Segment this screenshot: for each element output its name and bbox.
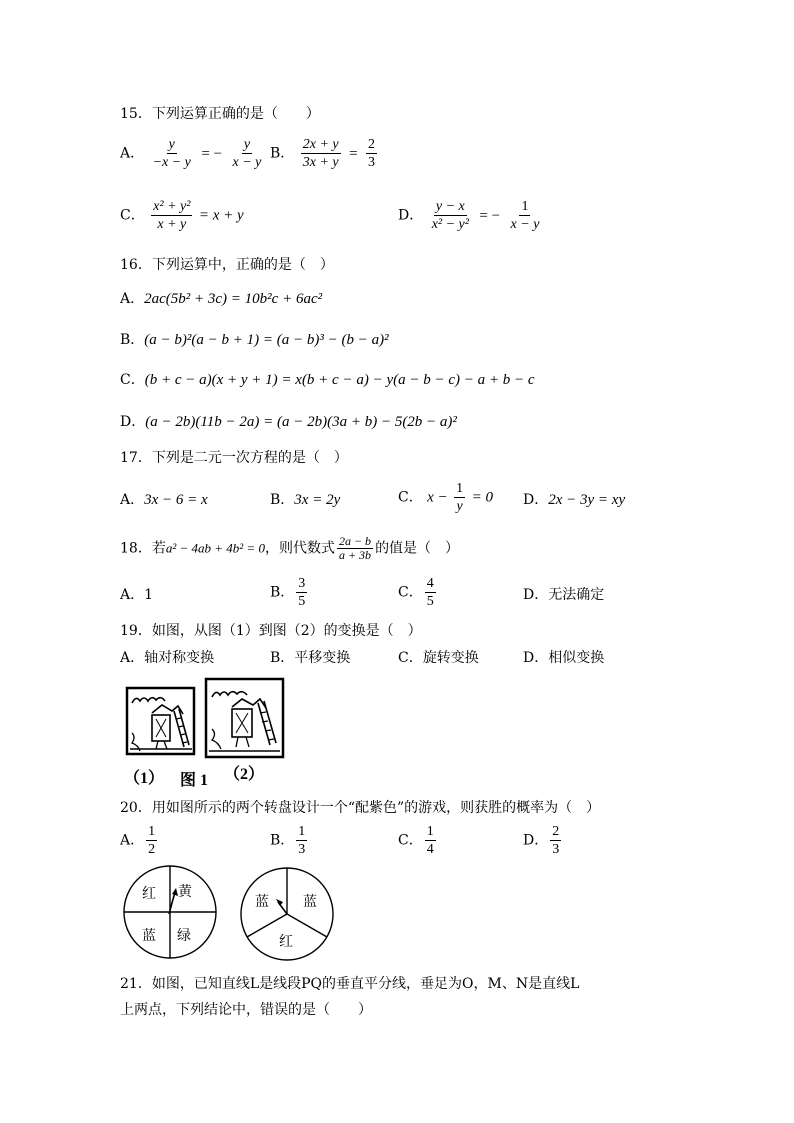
expression: = 0 — [471, 489, 493, 506]
q19-option-b: B．平移变换 — [270, 650, 351, 666]
option-label: D． — [523, 832, 549, 849]
expression: (a − 2b)(11b − 2a) = (a − 2b)(3a + b) − 5(2b − a)² — [145, 414, 457, 430]
expression: 2x − 3y = xy — [548, 492, 626, 508]
option-label: C． — [120, 207, 145, 224]
q19-option-d: D．相似变换 — [523, 650, 605, 666]
option-label: B． — [270, 832, 295, 849]
q18-option-c — [398, 575, 438, 610]
fraction: $\frac{2x + y}{3x + y}$ — [302, 137, 339, 170]
figure-title: 图 1 — [180, 772, 209, 789]
q21-stem-line-2: 上两点，下列结论中，错误的是（ ） — [120, 1002, 372, 1018]
q17-stem: 17．下列是二元一次方程的是（ ） — [120, 450, 348, 466]
fraction: $\frac{y - x}{\text{x² − y²}}$ — [431, 199, 469, 232]
figure-1-label: （1） — [124, 770, 165, 787]
q17-option-a — [120, 489, 208, 509]
expression: (a − b)²(a − b + 1) = (a − b)³ − (b − a)² — [144, 332, 389, 348]
fraction: $\frac{2a - b}{a + 3b}$ — [338, 534, 372, 562]
q20-option-d — [523, 823, 563, 858]
q15-option-c — [120, 198, 244, 233]
fraction: $\frac{y}{-x - y}$ — [152, 137, 191, 170]
figure-1-image — [127, 688, 194, 754]
option-label: B． — [270, 492, 295, 508]
equals: = − — [201, 145, 223, 162]
q21-stem-line-1: 21．如图，已知直线L是线段PQ的垂直平分线，垂足为O，M、N是直线L — [120, 976, 580, 992]
equals: = − — [479, 207, 501, 224]
sector-blue-label: 蓝 — [142, 928, 156, 944]
expression: 3x = 2y — [294, 492, 341, 508]
sector-blue-right-label: 蓝 — [303, 894, 317, 910]
sector-red-label: 红 — [279, 934, 293, 950]
q17-option-c — [398, 480, 493, 515]
value: 1 — [144, 587, 154, 603]
option-label: C． — [398, 832, 423, 849]
q19-option-a: A．轴对称变换 — [120, 650, 215, 666]
q17-option-d — [523, 489, 625, 509]
q19-option-c: C．旋转变换 — [398, 650, 479, 666]
option-label: B． — [120, 332, 145, 348]
option-label: B． — [270, 584, 295, 601]
q18-option-a — [120, 584, 153, 604]
sector-blue-left-label: 蓝 — [255, 894, 269, 910]
option-label: C． — [398, 489, 423, 506]
q15-stem: 15．下列运算正确的是（ ） — [120, 106, 320, 122]
expression: 2ac(5b² + 3c) = 10b²c + 6ac² — [144, 291, 323, 307]
q18-stem: 18．若a² − 4ab + 4b² = 0，则代数式 $\frac{2a - b}{a + 3b}$ 的值是（ ） — [120, 534, 460, 562]
q19-stem: 19．如图，从图（1）到图（2）的变换是（ ） — [120, 623, 422, 639]
q20-option-a — [120, 823, 159, 858]
q20-option-b — [270, 823, 309, 858]
figure-2-label: （2） — [224, 766, 265, 783]
q15-option-d — [398, 198, 543, 233]
fraction: $\frac{1}{y}$ — [456, 481, 464, 514]
q17-option-b — [270, 489, 340, 509]
option-label: D． — [120, 414, 146, 430]
option-label: C． — [398, 584, 423, 601]
q16-stem: 16．下列运算中，正确的是（ ） — [120, 257, 334, 273]
expression: x − — [427, 489, 448, 506]
sector-red-label: 红 — [142, 886, 156, 902]
q16-option-a — [120, 288, 322, 308]
option-label: D． — [523, 587, 549, 603]
fraction: $\frac{1}{x - y}$ — [510, 199, 540, 232]
rhs: = x + y — [198, 207, 244, 224]
expression: (b + c − a)(x + y + 1) = x(b + c − a) − y(a − b − c) − a + b − c — [144, 372, 535, 388]
option-label: A． — [120, 291, 145, 307]
fraction: $\frac{3}{5}$ — [298, 576, 306, 609]
equals: = — [349, 145, 358, 162]
option-label: A． — [120, 492, 145, 508]
spinner-four-sector — [124, 866, 216, 958]
fraction: $\frac{1}{4}$ — [426, 824, 434, 857]
q15-option-a — [120, 136, 265, 171]
fraction: $\frac{2}{3}$ — [552, 824, 560, 857]
sector-yellow-label: 黄 — [178, 884, 192, 900]
value: 无法确定 — [548, 587, 605, 603]
q15-option-b — [270, 136, 379, 171]
option-label: A． — [120, 832, 145, 849]
fraction: $\frac{1}{2}$ — [148, 824, 156, 857]
option-label: D． — [398, 207, 424, 224]
option-label: A． — [120, 145, 145, 162]
spinner-three-sector — [241, 868, 333, 960]
q16-option-c — [120, 369, 535, 389]
q18-option-b — [270, 575, 309, 610]
q18-option-d — [523, 584, 604, 604]
option-label: D． — [523, 492, 549, 508]
fraction: $\frac{1}{3}$ — [298, 824, 306, 857]
option-label: B． — [270, 145, 295, 162]
spinners-figure — [120, 862, 340, 966]
condition: a² − 4ab + 4b² = 0 — [165, 540, 265, 556]
fraction: $\frac{y}{x - y}$ — [232, 137, 262, 170]
q20-option-c — [398, 823, 438, 858]
fraction: $\frac{2}{3}$ — [368, 137, 375, 170]
option-label: A． — [120, 587, 145, 603]
figure-2-image — [206, 679, 283, 757]
q16-option-b — [120, 329, 389, 349]
fraction: $\frac{\text{x² + y²}}{x + y}$ — [153, 199, 191, 232]
fraction: $\frac{4}{5}$ — [426, 576, 434, 609]
sector-green-label: 绿 — [177, 928, 191, 944]
q16-option-d — [120, 411, 457, 431]
option-label: C． — [120, 372, 145, 388]
expression: 3x − 6 = x — [144, 492, 208, 508]
q20-stem: 20．用如图所示的两个转盘设计一个“配紫色”的游戏，则获胜的概率为（ ） — [120, 800, 601, 816]
